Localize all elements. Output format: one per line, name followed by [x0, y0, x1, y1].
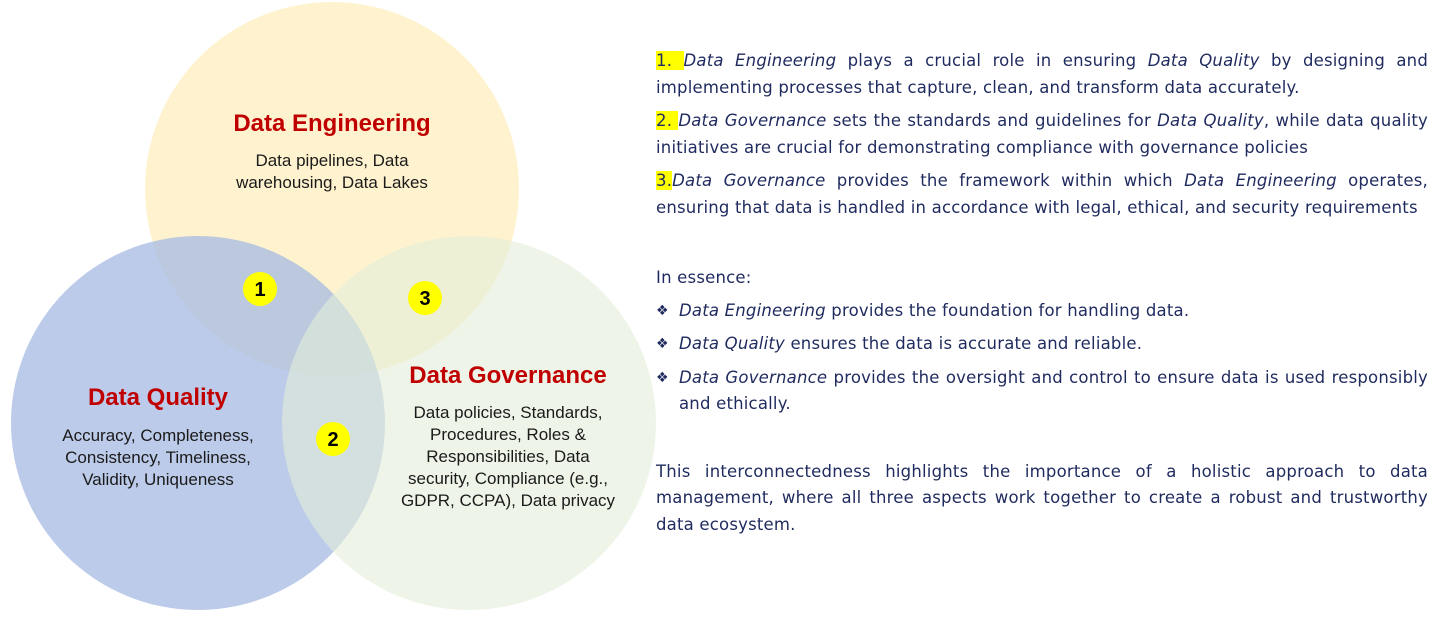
point-segment: by designing and implementing processes that capture, clean, and transform data accurately.: [656, 51, 1428, 97]
point-number: 2.: [656, 111, 679, 130]
point-number: 3.: [656, 171, 673, 190]
point-segment: Data Governance: [678, 111, 827, 130]
explanation-panel: [656, 48, 1428, 538]
essence-heading: In essence:: [656, 268, 752, 287]
governance-desc-line: Data policies, Standards,: [413, 403, 603, 422]
essence-item: [656, 298, 1428, 325]
essence-segment: Data Governance: [679, 367, 828, 387]
essence-list: [656, 298, 1428, 418]
marker-1-label: 1: [254, 279, 266, 301]
marker-3: [408, 281, 442, 315]
engineering-title: Data Engineering: [233, 110, 431, 137]
point-segment: operates, ensuring that data is handled in accordance with legal, ethical, and security requirements: [656, 171, 1428, 217]
point-3: [656, 168, 1428, 221]
point-segment: Data Quality: [1147, 51, 1260, 70]
engineering-desc-line: Data pipelines, Data: [255, 151, 409, 170]
governance-title: Data Governance: [409, 362, 607, 389]
point-segment: provides the framework within which: [825, 171, 1185, 190]
quality-desc-line: Consistency, Timeliness,: [65, 448, 251, 467]
point-segment: , while data quality initiatives are crucial for demonstrating compliance with governance policies: [656, 111, 1428, 157]
point-2: [656, 108, 1428, 161]
diamond-dots-icon: ❖: [656, 369, 669, 386]
diamond-dots-icon: ❖: [656, 302, 669, 319]
point-segment: Data Governance: [672, 171, 826, 190]
diamond-dots-icon: ❖: [656, 336, 669, 352]
point-segment: plays a crucial role in ensuring: [836, 51, 1148, 70]
point-segment: Data Engineering: [683, 51, 837, 70]
essence-segment: Data Quality: [679, 334, 786, 353]
essence-segment: provides the foundation for handling data.: [825, 300, 1190, 320]
venn-diagram: [0, 0, 660, 618]
governance-desc-line: Procedures, Roles &: [430, 425, 586, 444]
governance-desc-line: GDPR, CCPA), Data privacy: [400, 491, 616, 510]
point-segment: Data Engineering: [1184, 171, 1337, 190]
essence-item: [656, 331, 1428, 358]
essence-segment: provides the oversight and control to ensure data is used responsibly and ethically.: [679, 367, 1428, 413]
conclusion-paragraph: This interconnectedness highlights the importance of a holistic approach to data management, where all three aspects work together to create a robust and trustworthy data ecosystem.: [656, 461, 1428, 534]
governance-desc-line: Responsibilities, Data: [426, 447, 590, 466]
point-1: [656, 48, 1428, 101]
marker-2: [316, 422, 350, 456]
marker-3-label: 3: [419, 288, 431, 310]
essence-item: [656, 365, 1428, 418]
quality-desc-line: Accuracy, Completeness,: [62, 426, 254, 445]
point-number: 1.: [656, 51, 684, 70]
essence-segment: Data Engineering: [679, 300, 826, 320]
point-segment: sets the standards and guidelines for: [826, 111, 1158, 130]
engineering-desc-line: warehousing, Data Lakes: [236, 173, 428, 192]
quality-title: Data Quality: [87, 384, 229, 411]
governance-desc-line: security, Compliance (e.g.,: [408, 469, 608, 488]
point-segment: Data Quality: [1157, 111, 1264, 130]
marker-2-label: 2: [327, 429, 339, 451]
essence-segment: ensures the data is accurate and reliable.: [785, 334, 1143, 353]
quality-desc-line: Validity, Uniqueness: [82, 470, 234, 489]
marker-1: [243, 272, 277, 306]
